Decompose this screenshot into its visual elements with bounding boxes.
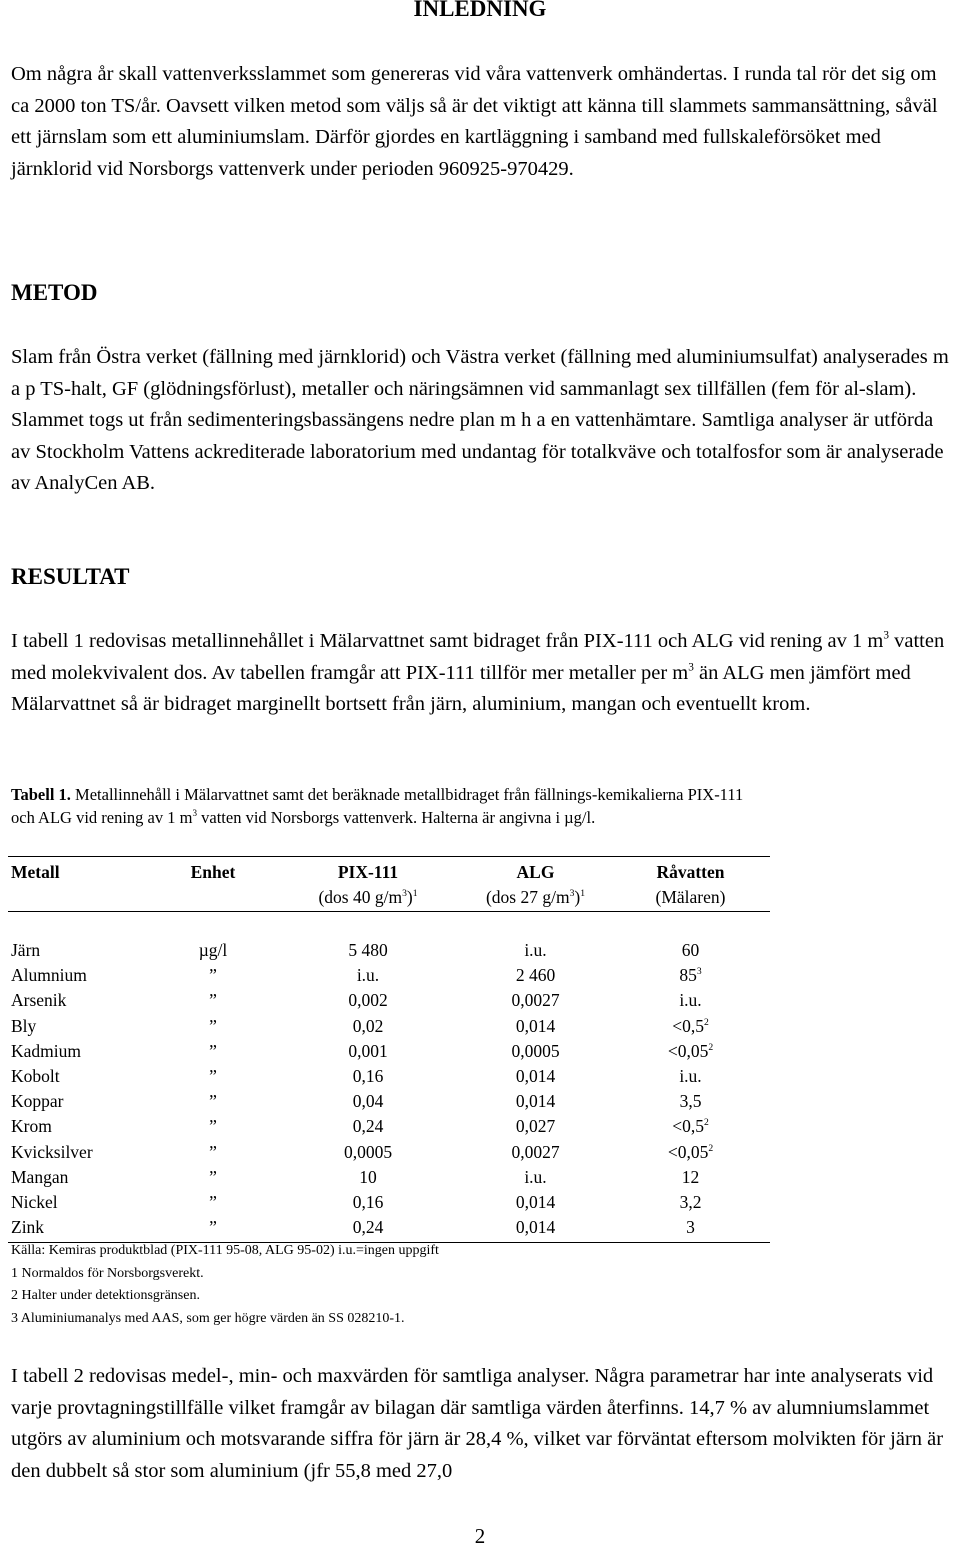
header-alg: ALG (dos 27 $g/m^3)^1$ xyxy=(453,860,618,910)
header-pix-dose: (dos 40 $g/m^3)^1$ xyxy=(318,887,418,907)
header-metal: Metall xyxy=(11,862,60,882)
note-3: 3 Aluminiumanalys med AAS, som ger högre värden än SS 028210-1. xyxy=(11,1310,405,1326)
table-body xyxy=(8,912,770,1243)
table-notes xyxy=(11,1240,439,1330)
table-row: Järn µg/l 5 480 i.u. 60 xyxy=(11,940,700,960)
final-paragraph: I tabell 2 redovisas medel-, min- och maxvärden för samtliga analyser. Några parametrar har inte analyserats vid varje provtagningstillfälle vilket framgår av bilagan där samtliga värden återfinns. 14,7 % av alumniumslammet utgörs av aluminium och motsvarande siffra för järn är 28,4 %, vilket var förväntat eftersom molvikten för järn är den dubbelt så stor som aluminium (jfr 55,8 med 27,0 xyxy=(11,1365,944,1482)
header-alg-dose: (dos 27 $g/m^3)^1$ xyxy=(485,887,586,907)
table-row: Krom ” 0,24 0,027 $<0,5^2$ xyxy=(11,1116,709,1137)
note-source: Källa: Kemiras produktblad (PIX-111 95-08, ALG 95-02) i.u.=ingen uppgift xyxy=(11,1243,439,1258)
heading-method: METOD xyxy=(11,280,98,305)
table-row: Zink ” 0,24 0,014 3 xyxy=(11,1217,695,1238)
heading-result: RESULTAT xyxy=(11,564,130,589)
metal-table xyxy=(8,856,770,1243)
page-number: 2 xyxy=(474,1524,486,1548)
header-pix: PIX-111 (dos 40 $g/m^3)^1$ xyxy=(293,860,443,910)
header-unit: Enhet xyxy=(190,862,236,882)
result-paragraph: I tabell 1 redovisas metallinnehållet i Mälarvattnet samt bidraget från PIX-111 och ALG vid rening av 1 $m^3$ vatten med molekvivalent dos. Av tabellen framgår att PIX-111 tillför mer metaller per $m^3$ än ALG men jämfört med Mälarvattnet så är bidraget marginellt bortsett från järn, aluminium, mangan och eventuellt krom. xyxy=(11,629,945,715)
heading-intro: INLEDNING xyxy=(413,0,547,21)
header-raw-water: Råvatten (Mälaren) xyxy=(633,860,748,910)
note-1: 1 Normaldos för Norsborgsverekt. xyxy=(11,1265,204,1281)
table-row: Kobolt ” 0,16 0,014 i.u. xyxy=(11,1065,702,1086)
method-paragraph: Slam från Östra verket (fällning med järnklorid) och Västra verket (fällning med aluminiumsulfat) analyserades m a p TS-halt, GF (glödningsförlust), metaller och näringsämnen vid sammanlagt sex tillfällen (fem för al-slam). Slammet togs ut från sedimenteringsbassängens nedre plan m h a en vattenhämtare. Samtliga analyser är utförda av Stockholm Vattens ackrediterade laboratorium med undantag för totalkväve och totalfosfor som är analyserade av AnalyCen AB. xyxy=(11,346,949,494)
table-row: Mangan ” 10 i.u. 12 xyxy=(11,1166,700,1187)
table-header xyxy=(8,857,770,912)
table-row: Kadmium ” 0,001 0,0005 $<0,05^2$ xyxy=(11,1040,714,1061)
table-row: Nickel ” 0,16 0,014 3,2 xyxy=(11,1191,702,1212)
table-row: Kvicksilver ” 0,0005 0,0027 $<0,05^2$ xyxy=(11,1141,714,1162)
table-caption: Tabell 1. Metallinnehåll i Mälarvattnet samt det beräknade metallbidraget från fällnings-kemikalierna PIX-111 och ALG vid rening av 1 $m^3$ vatten vid Norsborgs vattenverk. Halterna är angivna i µg/l. xyxy=(11,785,744,827)
table-row: Alumnium ” i.u. 2 460 $85^3$ xyxy=(11,965,702,986)
header-raw-water-sub: (Mälaren) xyxy=(655,887,726,907)
note-2: 2 Halter under detektionsgränsen. xyxy=(11,1288,200,1303)
table-row: Bly ” 0,02 0,014 $<0,5^2$ xyxy=(11,1015,709,1036)
table-row: Arsenik ” 0,002 0,0027 i.u. xyxy=(11,990,702,1011)
table-row: Koppar ” 0,04 0,014 3,5 xyxy=(11,1091,702,1112)
intro-paragraph: Om några år skall vattenverksslammet som genereras vid våra vattenverk omhändertas. I runda tal rör det sig om ca 2000 ton TS/år. Oavsett vilken metod som väljs så är det viktigt att känna till slammets sammansättning, såväl ett järnslam som ett aluminiumslam. Därför gjordes en kartläggning i samband med fullskaleförsöket med järnklorid vid Norsborgs vattenverk under perioden 960925-970429. xyxy=(11,63,938,180)
